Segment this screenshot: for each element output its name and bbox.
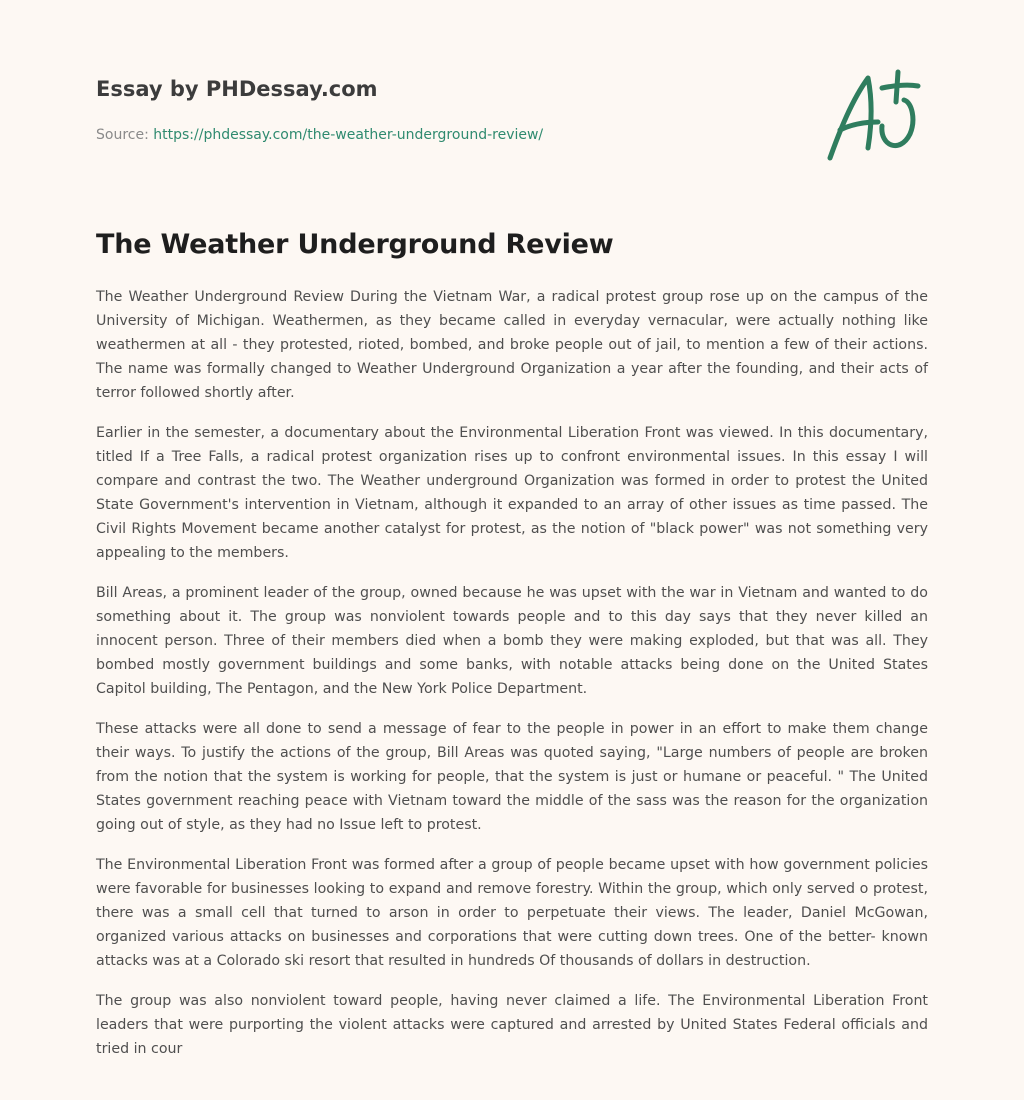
source-label: Source: <box>96 127 154 143</box>
essay-paragraph: The group was also nonviolent toward people, having never claimed a life. The Environmental Liberation Front leaders that were purporting the violent attacks were captured and arrested by United States Federal officials and tried in cour <box>96 993 928 1057</box>
essay-paragraph: Bill Areas, a prominent leader of the group, owned because he was upset with the war in Vietnam and wanted to do something about it. The group was nonviolent towards people and to this day says that they never killed an innocent person. Three of their members died when a bomb they were making exploded, but that was all. They bombed mostly government buildings and some banks, with notable attacks being done on the United States Capitol building, The Pentagon, and the New York Police Department. <box>96 585 928 697</box>
essay-paragraph: These attacks were all done to send a message of fear to the people in power in an effort to make them change their ways. To justify the actions of the group, Bill Areas was quoted saying, "Large numbers of people are broken from the notion that the system is working for people, that the system is just or humane or peaceful. " The United States government reaching peace with Vietnam toward the middle of the sass was the reason for the organization going out of style, as they had no Issue left to protest. <box>96 721 928 833</box>
page-header <box>96 72 796 145</box>
source-link[interactable]: https://phdessay.com/the-weather-underground-review/ <box>153 127 544 143</box>
essay-title: The Weather Underground Review <box>96 229 614 260</box>
source-line <box>96 125 796 145</box>
essay-paragraph: Earlier in the semester, a documentary about the Environmental Liberation Front was viewed. In this documentary, titled If a Tree Falls, a radical protest organization rises up to confront environmental issues. In this essay I will compare and contrast the two. The Weather underground Organization was formed in order to protest the United State Government's intervention in Vietnam, although it expanded to an array of other issues as time passed. The Civil Rights Movement became another catalyst for protest, as the notion of "black power" was not something very appealing to the members. <box>96 425 928 561</box>
essay-body <box>96 285 928 1077</box>
essay-paragraph: The Weather Underground Review During the Vietnam War, a radical protest group rose up on the campus of the University of Michigan. Weathermen, as they became called in everyday vernacular, were actually nothing like weathermen at all - they protested, rioted, bombed, and broke people out of jail, to mention a few of their actions. The name was formally changed to Weather Underground Organization a year after the founding, and their acts of terror followed shortly after. <box>96 289 928 401</box>
essay-paragraph: The Environmental Liberation Front was formed after a group of people became upset with how government policies were favorable for businesses looking to expand and remove forestry. Within the group, which only served o protest, there was a small cell that turned to arson in order to perpetuate their views. The leader, Daniel McGowan, organized various attacks on businesses and corporations that were cutting down trees. One of the better- known attacks was at a Colorado ski resort that resulted in hundreds Of thousands of dollars in destruction. <box>96 857 928 969</box>
a-plus-grade-icon <box>822 68 926 164</box>
site-title: Essay by PHDessay.com <box>96 77 378 101</box>
